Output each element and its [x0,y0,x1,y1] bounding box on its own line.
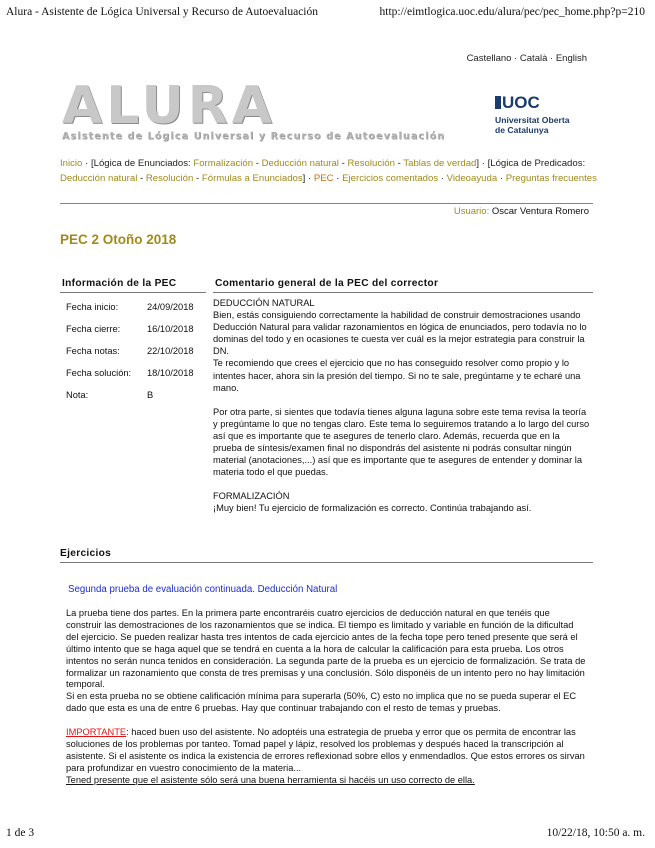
comment-dn-heading: DEDUCCIÓN NATURAL [213,298,315,308]
user-info [454,206,589,217]
info-row: Fecha cierre: 16/10/2018 [66,324,194,334]
important-label: IMPORTANTE [66,727,127,738]
nav-inicio[interactable]: Inicio [60,158,83,169]
info-row: Nota: B [66,390,154,400]
comment-panel-title: Comentario general de la PEC del corrector [215,278,439,289]
print-header-url: http://eimtlogica.uoc.edu/alura/pec/pec_home.php?p=210 [379,6,645,18]
lang-catala[interactable]: Català [519,53,548,64]
page-title: PEC 2 Otoño 2018 [60,232,177,247]
nav-videoayuda[interactable]: Videoayuda [446,173,498,185]
nav-formulas-enunciados[interactable]: Fórmulas a Enunciados [201,173,303,185]
nav-pec[interactable]: PEC [313,173,334,185]
print-footer-datetime: 10/22/18, 10:50 a. m. [546,827,645,839]
print-footer-page: 1 de 3 [6,827,35,839]
main-nav: Inicio · [Lógica de Enunciados: Formalización - Deducción natural - Resolución - Tablas de verdad] · [Lógica de Predicados: Deducción natural - Resolución - Fórmulas a Enunciados] · PEC · Ejercicios comentados · Videoayuda · Preguntas frecuentes [60,158,597,185]
nav-preguntas-frecuentes[interactable]: Preguntas frecuentes [505,173,597,185]
lang-castellano[interactable]: Castellano [466,53,512,64]
comment-dn-p3: Por otra parte, si sientes que todavía tienes alguna laguna sobre este tema revisa la teoría y pregúntame lo que no tengas claro. Este tema lo seguiremos tratando a lo largo del curso así que es importante que te asegures de tenerlo claro. Además, recuerda que en la prueba de síntesis/examen final no dispondrás del asistente ni podrás consultar ningún material (anotaciones,...) así que es importante que te asegures de entender y dominar la materia todo el que puedas. [213,406,590,478]
nav-resolucion[interactable]: Resolución [347,158,395,169]
print-header-title: Alura - Asistente de Lógica Universal y Recurso de Autoevaluación [6,6,319,18]
exercise-description [66,608,586,787]
comment-dn-p1: Bien, estás consiguiendo correctamente la habilidad de construir demostraciones usando Deducción Natural para validar razonamientos en lógica de enunciados, pero todavía no lo dominas del todo y en ocasiones te cuesta ver cuál es la mejor estrategia para construir la DN. [213,310,587,357]
exercises-title: Ejercicios [60,548,112,559]
lang-english[interactable]: English [555,53,587,64]
info-row: Fecha inicio: 24/09/2018 [66,302,194,312]
info-row: Fecha notas: 22/10/2018 [66,346,194,356]
uoc-name-1: Universitat Oberta [495,115,570,125]
divider [60,562,593,563]
nav-formalizacion[interactable]: Formalización [193,158,254,169]
corrector-comment [213,297,591,515]
important-underlined: Tened presente que el asistente sólo será una buena herramienta si hacéis un uso correcto de ella. [66,774,475,785]
alura-logo-word: ALURA [62,76,277,136]
divider [60,203,593,204]
lang-sep: · [511,53,520,64]
nav-deduccion-natural-pred[interactable]: Deducción natural [60,173,138,185]
alura-logo-subtitle: Asistente de Lógica Universal y Recurso de Autoevaluación [62,131,446,142]
comment-fm-heading: FORMALIZACIÓN [213,491,290,502]
alura-logo [62,76,482,143]
nav-deduccion-natural[interactable]: Deducción natural [261,158,339,169]
info-panel-title: Información de la PEC [62,278,177,289]
exercise-p2: Si en esta prueba no se obtiene calificación mínima para superarla (50%, C) esto no implica que no se pueda superar el EC dado que esta es una de entre 6 pruebas. Hay que continuar trabajando con el resto de temas y pruebas. [66,691,577,714]
nav-group-predicados: [Lógica de Predicados: [487,158,586,169]
divider [60,292,206,293]
nav-ejercicios-comentados[interactable]: Ejercicios comentados [342,173,439,185]
divider [213,292,593,293]
nav-tablas-verdad[interactable]: Tablas de verdad [403,158,477,169]
exercise-p1: La prueba tiene dos partes. En la primera parte encontraréis cuatro ejercicios de deducción natural en que tenéis que construir las demostraciones de los razonamientos que se indica. El tiempo es limitado y variable en función de la dificultad del ejercicio. Se pueden realizar hasta tres intentos de cada ejercicio antes de la fecha tope pero tened presente que será el último intento que se haga aquel que se tendrá en cuenta a la hora de calcular la calificación para esta prueba. Los otros intentos no serán nunca tenidos en consideración. La segunda parte de la prueba es un ejercicio de formalización. Se trata de formalizar un razonamiento que consta de tres premisas y una conclusión. Sólo disponéis de un intento pero no hay limitación temporal. [66,608,586,690]
comment-fm-p1: ¡Muy bien! Tu ejercicio de formalización es correcto. Continúa trabajando así. [213,503,532,514]
uoc-mark-text: UOC [502,93,540,112]
uoc-logo [495,93,595,135]
exercise-important [66,727,586,775]
nav-resolucion-pred[interactable]: Resolución [145,173,194,185]
user-name: Oscar Ventura Romero [491,206,589,217]
nav-group-enunciados: [Lógica de Enunciados: [90,158,191,169]
important-text: : haced buen uso del asistente. No adoptéis una estrategia de prueba y error que os permita de encontrar las soluciones de los problemas por tanteo. Tomad papel y lápiz, resolved los problemas y después haced la transcripción al asistente. Si el asistente os indica la existencia de errores reflexionad sobre ellos y enmendadlos. Que estos errores os sirvan para profundizar en vuestro conocimiento de la materia... [66,727,585,773]
info-table [66,302,194,412]
uoc-name-2: de Catalunya [495,125,549,135]
lang-sep: · [547,53,556,64]
exercise-link[interactable]: Segunda prueba de evaluación continuada. Deducción Natural [68,584,338,595]
comment-dn-p2: Te recomiendo que crees el ejercicio que no has conseguido resolver como propio y lo intentes hacer, ahora sin la presión del tiempo. Si no te sale, pregúntame y te echaré una mano. [213,358,581,393]
language-selector [467,53,587,64]
info-row: Fecha solución: 18/10/2018 [66,368,194,378]
uoc-mark-icon [495,96,501,109]
user-label: Usuario: [453,206,490,217]
